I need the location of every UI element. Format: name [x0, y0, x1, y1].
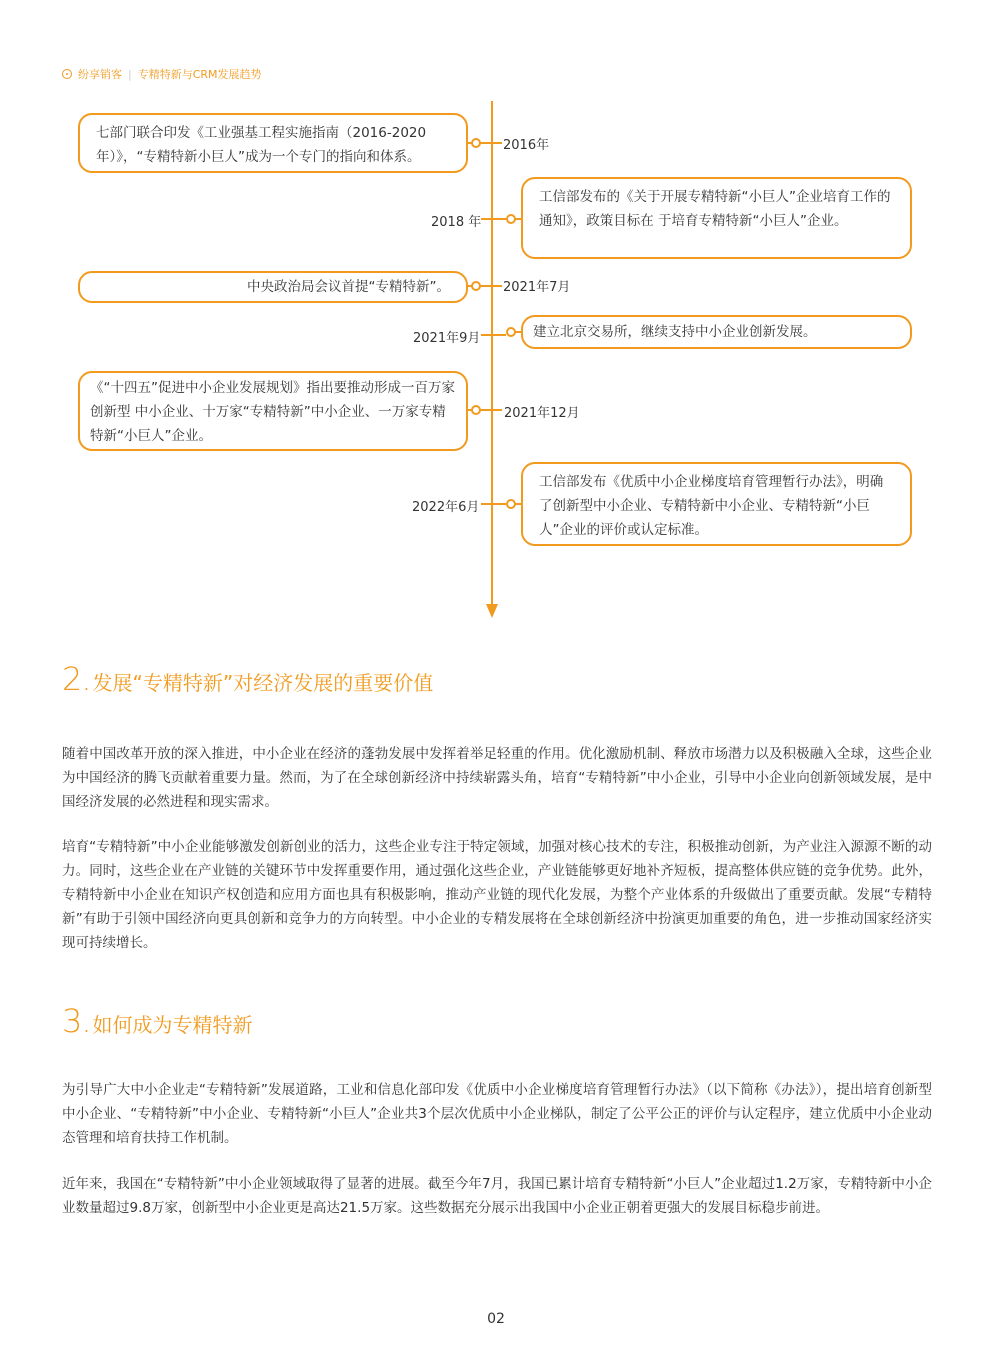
timeline-tick	[481, 503, 491, 505]
timeline-year: 2021年12月	[504, 406, 580, 421]
section-2-paragraph-2: 培育“专精特新”中小企业能够激发创新创业的活力，这些企业专注于特定领域，加强对核心技术的专注，积极推动创新，为产业注入源源不断的动力。同时，这些企业在产业链的关键环节中发挥重要作用，通过强化这些企业，产业链能够更好地补齐短板，提高整体供应链的竞争优势。此外，专精特新中小企业在知识产权创造和应用方面也具有积极影响，推动产业链的现代化发展，为整个产业体系的升级做出了重要贡献。发展“专精特新”有助于引领中国经济向更具创新和竞争力的方向转型。中小企业的专精发展将在全球创新经济中扮演更加重要的角色，进一步推动国家经济实现可持续增长。	[62, 839, 932, 951]
timeline-tick	[481, 334, 491, 336]
brand-name: 纷享销客	[78, 68, 122, 81]
timeline-card-2022-06	[521, 462, 912, 546]
timeline-text: 工信部发布的《关于开展专精特新“小巨人”企业培育工作的通知》，政策目标在 于培育专精特新“小巨人”企业。	[539, 189, 891, 229]
timeline-card-2021-12	[78, 371, 468, 451]
timeline-year: 2021年7月	[503, 280, 571, 295]
timeline-connector	[480, 285, 492, 287]
section-3-heading	[62, 1002, 253, 1040]
header-title: 专精特新与CRM发展趋势	[137, 68, 262, 81]
timeline-year: 2022年6月	[412, 500, 480, 515]
section-number: 3.	[62, 1002, 91, 1040]
timeline-connector	[492, 334, 506, 336]
timeline-text: 《“十四五”促进中小企业发展规划》指出要推动形成一百万家创新型 中小企业、十万家“专精特新”中小企业、一万家专精特新“小巨人”企业。	[90, 380, 455, 444]
section-3-paragraph-2: 近年来，我国在“专精特新”中小企业领域取得了显著的进展。截至今年7月，我国已累计培育专精特新“小巨人”企业超过1.2万家，专精特新中小企业数量超过9.8万家，创新型中小企业更是高达21.5万家。这些数据充分展示出我国中小企业正朝着更强大的发展目标稳步前进。	[62, 1176, 932, 1216]
page-header	[62, 66, 262, 82]
timeline-tick	[492, 409, 502, 411]
timeline-text: 工信部发布《优质中小企业梯度培育管理暂行办法》，明确了创新型中小企业、专精特新中小企业、专精特新“小巨人”企业的评价或认定标准。	[539, 474, 884, 538]
timeline-year: 2018 年	[431, 215, 482, 230]
page-number: 02	[487, 1311, 505, 1327]
timeline-arrow-icon	[486, 604, 498, 618]
timeline-card-2021-07	[78, 271, 468, 303]
timeline-year: 2016年	[503, 138, 550, 153]
timeline-tick	[492, 142, 502, 144]
timeline-connector	[480, 142, 492, 144]
timeline-card-2016	[78, 113, 468, 173]
timeline-tick	[492, 285, 502, 287]
timeline-text: 七部门联合印发《工业强基工程实施指南（2016-2020年）》，“专精特新小巨人”成为一个专门的指向和体系。	[96, 125, 427, 165]
timeline-text: 中央政治局会议首提“专精特新”。	[247, 279, 450, 295]
timeline-axis	[491, 101, 493, 606]
timeline-connector	[492, 218, 506, 220]
section-2-heading	[62, 660, 433, 698]
section-3-paragraph-1: 为引导广大中小企业走“专精特新”发展道路，工业和信息化部印发《优质中小企业梯度培育管理暂行办法》（以下简称《办法》），提出培育创新型中小企业、“专精特新”中小企业、专精特新“小巨人”企业共3个层次优质中小企业梯队，制定了公平公正的评价与认定程序，建立优质中小企业动态管理和培育扶持工作机制。	[62, 1082, 932, 1146]
timeline-connector	[492, 503, 506, 505]
timeline-text: 建立北京交易所，继续支持中小企业创新发展。	[533, 324, 817, 340]
section-2-paragraph-1: 随着中国改革开放的深入推进，中小企业在经济的蓬勃发展中发挥着举足轻重的作用。优化激励机制、释放市场潜力以及积极融入全球，这些企业为中国经济的腾飞贡献着重要力量。然而，为了在全球创新经济中持续崭露头角，培育“专精特新”中小企业，引导中小企业向创新领域发展，是中国经济发展的必然进程和现实需求。	[62, 746, 932, 810]
timeline-tick	[481, 218, 491, 220]
header-separator: |	[128, 67, 132, 81]
section-number: 2.	[62, 660, 91, 698]
section-title: 如何成为专精特新	[92, 1013, 253, 1037]
timeline-year: 2021年9月	[413, 331, 481, 346]
timeline-card-2021-09	[521, 315, 912, 349]
timeline-connector	[480, 409, 492, 411]
brand-logo-icon	[62, 69, 72, 79]
timeline-card-2018	[521, 177, 912, 259]
section-title: 发展“专精特新”对经济发展的重要价值	[92, 671, 434, 695]
